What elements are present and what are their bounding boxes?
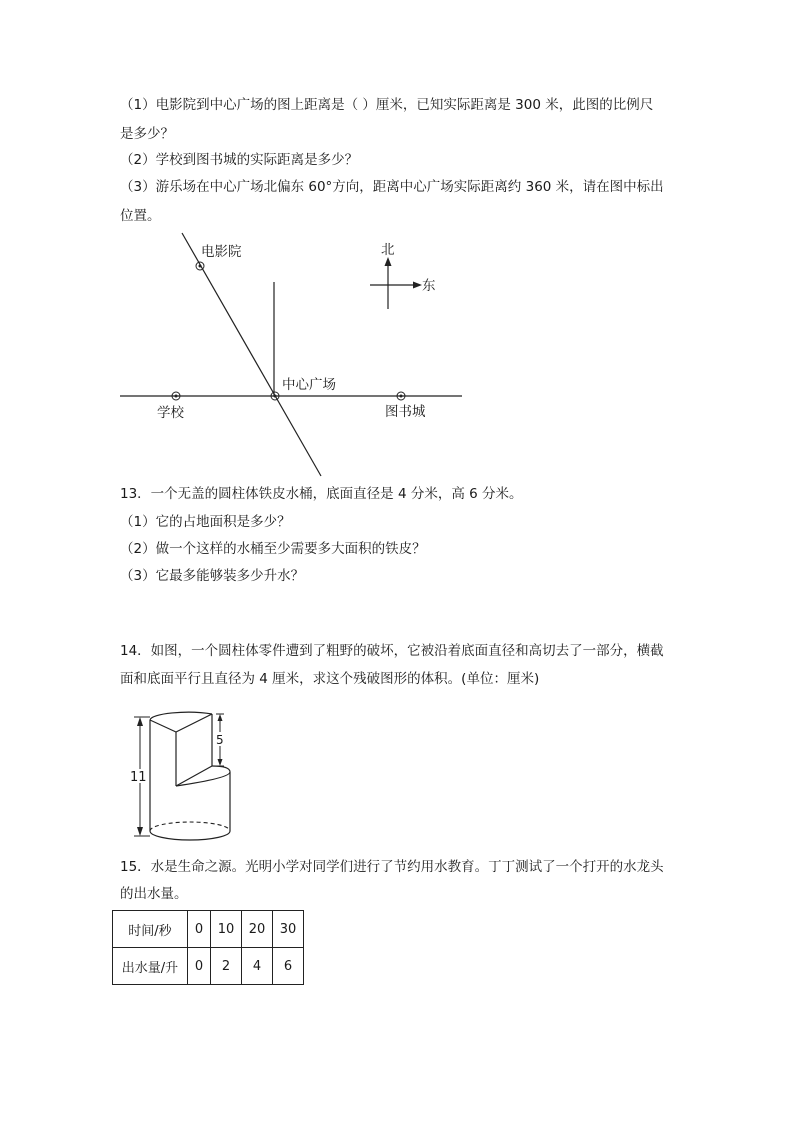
q14-line2: 面和底面平行且直径为 4 厘米，求这个残破图形的体积。(单位：厘米) <box>120 671 540 687</box>
water-flow-table <box>112 910 304 985</box>
table-row <box>113 911 304 948</box>
q13-stem: 13．一个无盖的圆柱体铁皮水桶，底面直径是 4 分米，高 6 分米。 <box>120 486 523 502</box>
compass-icon <box>370 257 422 309</box>
q12-part3-line2: 位置。 <box>120 208 161 224</box>
table-cell: 0 <box>188 911 211 948</box>
q13-part3: （3）它最多能够装多少升水？ <box>120 568 305 584</box>
table-row <box>113 948 304 985</box>
q15-line1: 15．水是生命之源。光明小学对同学们进行了节约用水教育。丁丁测试了一个打开的水龙头 <box>120 859 664 875</box>
q14-line1: 14．如图，一个圆柱体零件遭到了粗野的破坏，它被沿着底面直径和高切去了一部分，横截 <box>120 643 664 659</box>
map-figure <box>0 0 794 490</box>
q12-part1-line2: 是多少？ <box>120 126 174 142</box>
cinema-label: 电影院 <box>201 244 242 260</box>
school-label: 学校 <box>157 405 184 421</box>
q12-part2: （2）学校到图书城的实际距离是多少？ <box>120 152 359 168</box>
table-cell: 20 <box>242 911 273 948</box>
table-cell: 6 <box>273 948 304 985</box>
q15-line2: 的出水量。 <box>120 886 188 902</box>
q12-part1-line1: （1）电影院到中心广场的图上距离是（ ）厘米，已知实际距离是 300 米，此图的比例尺 <box>120 97 654 113</box>
library-label: 图书城 <box>385 404 426 420</box>
height-label: 11 <box>130 770 147 785</box>
broken-cylinder-figure <box>120 700 260 845</box>
north-label: 北 <box>381 242 395 258</box>
east-label: 东 <box>422 278 436 294</box>
table-cell: 10 <box>211 911 242 948</box>
q13-part2: （2）做一个这样的水桶至少需要多大面积的铁皮？ <box>120 541 426 557</box>
q12-part3-line1: （3）游乐场在中心广场北偏东 60°方向，距离中心广场实际距离约 360 米，请在图中标出 <box>120 179 664 195</box>
table-cell: 出水量/升 <box>113 948 188 985</box>
table-cell: 30 <box>273 911 304 948</box>
table-cell: 时间/秒 <box>113 911 188 948</box>
center-label: 中心广场 <box>282 377 336 393</box>
table-cell: 0 <box>188 948 211 985</box>
q13-part1: （1）它的占地面积是多少？ <box>120 514 291 530</box>
cinema-marker <box>196 262 204 270</box>
table-cell: 4 <box>242 948 273 985</box>
cut-label: 5 <box>216 733 224 747</box>
table-cell: 2 <box>211 948 242 985</box>
